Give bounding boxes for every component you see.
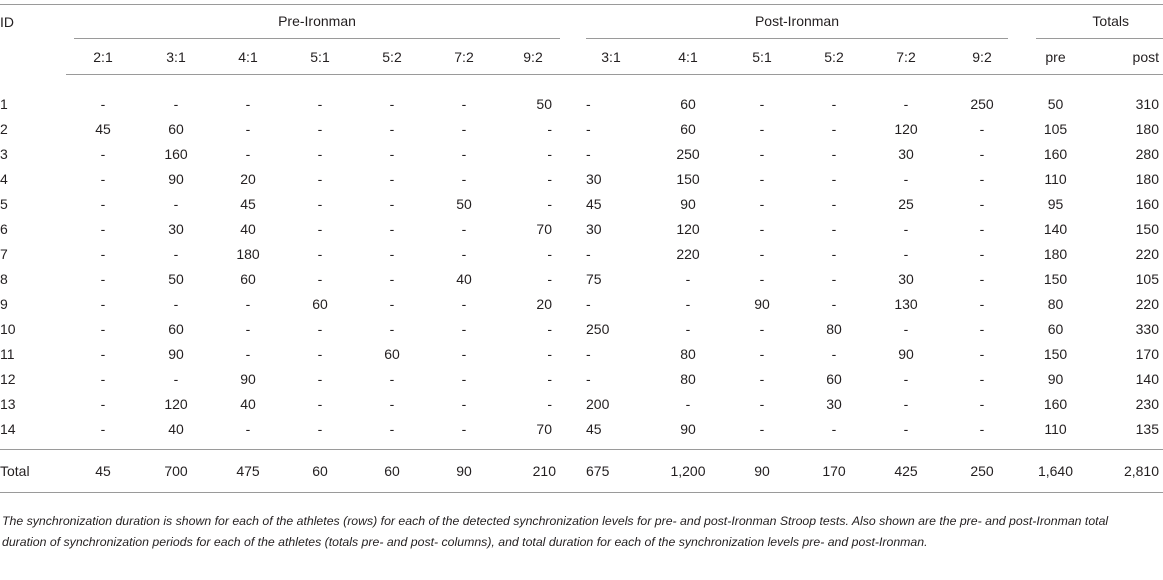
post-value-cell: - (903, 220, 909, 237)
pre-value-cell: - (100, 270, 106, 287)
totals-group-header (1022, 5, 1163, 40)
post-value-cell: - (831, 245, 837, 262)
pre-value-cell: - (547, 395, 552, 412)
totals-value-cell: 105 (1043, 120, 1068, 137)
post-value-cell: 90 (680, 420, 696, 437)
post-total-cell: 1,200 (650, 450, 726, 493)
pre-value-cell: 40 (168, 420, 184, 437)
pre-value-cell: - (173, 195, 179, 212)
athlete-id-cell: 5 (0, 195, 8, 212)
table-row (0, 166, 1163, 191)
totals-value-cell: 95 (1047, 195, 1064, 212)
pre-value-cell: - (461, 220, 467, 237)
totals-value-cell: 180 (1135, 170, 1159, 187)
pre-value-cell: - (173, 95, 179, 112)
pre-value-cell: - (461, 120, 467, 137)
pre-value-cell: - (245, 345, 251, 362)
table-row (0, 341, 1163, 366)
athlete-id-cell: 12 (0, 370, 16, 387)
pre-value-cell: - (173, 370, 179, 387)
pre-value-cell: - (389, 270, 395, 287)
post-value-cell: - (979, 170, 985, 187)
pre-value-cell: - (317, 320, 323, 337)
pre-value-cell: - (245, 120, 251, 137)
pre-value-cell: - (100, 245, 106, 262)
pre-value-cell: 160 (164, 145, 188, 162)
pre-value-cell: 60 (384, 345, 400, 362)
pre-value-cell: - (461, 170, 467, 187)
pre-value-cell: 60 (168, 120, 184, 137)
post-value-cell: 80 (680, 370, 696, 387)
athlete-id-cell: 3 (0, 145, 8, 162)
post-value-cell: 90 (898, 345, 914, 362)
post-value-cell: - (586, 145, 591, 162)
post-value-cell: 120 (894, 120, 918, 137)
totals-value-cell: 220 (1135, 245, 1159, 262)
post-value-cell: - (685, 395, 691, 412)
pre-value-cell: - (389, 145, 395, 162)
pre-value-cell: 90 (240, 370, 256, 387)
pre-level-header: 5:2 (356, 39, 428, 75)
athlete-id-cell: 2 (0, 120, 8, 137)
post-value-cell: - (979, 195, 985, 212)
totals-value-cell: 160 (1043, 395, 1068, 412)
post-value-cell: - (979, 395, 985, 412)
totals-value-cell: 280 (1135, 145, 1159, 162)
pre-value-cell: - (389, 320, 395, 337)
table-caption: The synchronization duration is shown for each of the athletes (rows) for each of the detected synchronization levels for pre- and post-Ironman Stroop tests. Also shown are the pre- and post-Ironman total duration of synchronization periods for each of the athletes (totals pre- and post- columns), and total duration for each of the synchronization levels pre- and post-Ironman. (2, 514, 1109, 549)
post-value-cell: - (831, 195, 837, 212)
post-value-cell: 150 (676, 170, 700, 187)
pre-value-cell: - (317, 95, 323, 112)
pre-value-cell: - (317, 245, 323, 262)
pre-ironman-group-header (66, 5, 572, 40)
pre-value-cell: - (317, 145, 323, 162)
pre-level-header: 7:2 (428, 39, 500, 75)
post-value-cell: - (903, 420, 909, 437)
post-value-cell: - (759, 95, 765, 112)
post-ironman-label: Post-Ironman (586, 5, 1008, 39)
pre-value-cell: 60 (312, 295, 328, 312)
post-value-cell: - (903, 170, 909, 187)
post-value-cell: 130 (894, 295, 918, 312)
post-value-cell: - (685, 270, 691, 287)
table-row (0, 216, 1163, 241)
pre-value-cell: - (245, 320, 251, 337)
post-value-cell: - (903, 320, 909, 337)
post-value-cell: - (759, 345, 765, 362)
totals-value-cell: 140 (1043, 220, 1068, 237)
pre-total-cell: 475 (212, 450, 284, 493)
post-value-cell: - (685, 295, 691, 312)
athlete-id-cell: 13 (0, 395, 16, 412)
post-value-cell: - (979, 295, 985, 312)
pre-value-cell: 50 (456, 195, 472, 212)
post-value-cell: - (586, 95, 591, 112)
pre-value-cell: - (461, 420, 467, 437)
pre-value-cell: - (100, 145, 106, 162)
post-value-cell: 30 (898, 145, 914, 162)
athlete-id-cell: 1 (0, 95, 8, 112)
pre-level-header: 4:1 (212, 39, 284, 75)
pre-value-cell: 40 (456, 270, 472, 287)
pre-value-cell: 70 (536, 420, 552, 437)
pre-value-cell: - (461, 345, 467, 362)
table-row (0, 266, 1163, 291)
pre-value-cell: - (100, 370, 106, 387)
post-value-cell: - (586, 120, 591, 137)
totals-value-cell: 150 (1043, 345, 1068, 362)
post-value-cell: - (903, 370, 909, 387)
post-value-cell: - (979, 145, 985, 162)
level-header-row (0, 39, 1163, 75)
post-value-cell: - (831, 345, 837, 362)
pre-total-cell: 60 (356, 450, 428, 493)
pre-value-cell: - (389, 245, 395, 262)
totals-value-cell: 110 (1044, 170, 1067, 187)
post-level-header: 4:1 (650, 39, 726, 75)
pre-value-cell: - (173, 295, 179, 312)
id-column-header: ID (0, 14, 14, 30)
post-value-cell: - (831, 420, 837, 437)
totals-value-cell: 330 (1135, 320, 1159, 337)
post-level-header: 5:1 (726, 39, 798, 75)
post-value-cell: - (759, 395, 765, 412)
pre-value-cell: - (547, 145, 552, 162)
post-value-cell: - (979, 320, 985, 337)
post-value-cell: 60 (680, 95, 696, 112)
pre-total-cell: 700 (140, 450, 212, 493)
pre-level-header: 2:1 (66, 39, 140, 75)
pre-value-cell: - (100, 420, 106, 437)
pre-value-cell: - (547, 320, 552, 337)
table-row (0, 141, 1163, 166)
post-value-cell: 250 (676, 145, 700, 162)
post-value-cell: - (759, 170, 765, 187)
athlete-id-cell: 14 (0, 420, 16, 437)
post-value-cell: - (831, 95, 837, 112)
post-value-cell: 45 (586, 420, 602, 437)
totals-value-cell: 80 (1047, 295, 1064, 312)
athlete-id-cell: 4 (0, 170, 8, 187)
post-value-cell: - (586, 295, 591, 312)
post-value-cell: - (831, 295, 837, 312)
post-value-cell: - (903, 95, 909, 112)
pre-value-cell: - (100, 170, 106, 187)
post-value-cell: - (979, 420, 985, 437)
pre-value-cell: - (317, 395, 323, 412)
post-value-cell: 80 (826, 320, 842, 337)
post-value-cell: 250 (586, 320, 610, 337)
post-value-cell: 200 (586, 395, 610, 412)
post-value-cell: 120 (676, 220, 700, 237)
pre-value-cell: - (100, 320, 106, 337)
pre-value-cell: - (317, 420, 323, 437)
post-value-cell: 90 (754, 295, 770, 312)
pre-value-cell: - (245, 95, 251, 112)
pre-value-cell: - (461, 145, 467, 162)
pre-value-cell: - (547, 270, 552, 287)
totals-level-header: post (1089, 39, 1163, 75)
post-value-cell: - (759, 145, 765, 162)
pre-value-cell: - (317, 195, 323, 212)
post-value-cell: - (586, 345, 591, 362)
pre-value-cell: - (100, 195, 106, 212)
post-total-cell: 250 (942, 450, 1022, 493)
post-value-cell: - (979, 370, 985, 387)
pre-value-cell: - (547, 195, 552, 212)
total-label-cell: Total (0, 450, 66, 493)
pre-value-cell: - (100, 295, 106, 312)
pre-value-cell: - (317, 170, 323, 187)
pre-value-cell: - (547, 245, 552, 262)
post-value-cell: - (685, 320, 691, 337)
pre-value-cell: 30 (168, 220, 184, 237)
pre-value-cell: 70 (536, 220, 552, 237)
post-value-cell: - (979, 220, 985, 237)
totals-value-cell: 170 (1135, 345, 1159, 362)
pre-value-cell: 60 (240, 270, 256, 287)
post-value-cell: - (759, 220, 765, 237)
pre-value-cell: 90 (168, 170, 184, 187)
pre-value-cell: - (461, 395, 467, 412)
pre-value-cell: - (389, 95, 395, 112)
pre-value-cell: 120 (164, 395, 188, 412)
post-value-cell: - (759, 420, 765, 437)
post-total-cell: 90 (726, 450, 798, 493)
grand-total-cell: 2,810 (1089, 450, 1163, 493)
totals-level-header: pre (1022, 39, 1089, 75)
pre-value-cell: - (317, 120, 323, 137)
athlete-id-cell: 10 (0, 320, 16, 337)
post-value-cell: - (831, 145, 837, 162)
athlete-id-cell: 6 (0, 220, 8, 237)
post-value-cell: - (831, 170, 837, 187)
totals-value-cell: 110 (1044, 420, 1067, 437)
post-value-cell: - (979, 345, 985, 362)
table-row (0, 91, 1163, 116)
post-value-cell: 30 (826, 395, 842, 412)
pre-value-cell: - (461, 370, 467, 387)
totals-value-cell: 105 (1135, 270, 1159, 287)
table-row (0, 291, 1163, 316)
pre-value-cell: 90 (168, 345, 184, 362)
post-level-header: 3:1 (572, 39, 650, 75)
pre-value-cell: - (245, 420, 251, 437)
totals-value-cell: 90 (1047, 370, 1064, 387)
totals-value-cell: 140 (1135, 370, 1159, 387)
totals-value-cell: 160 (1043, 145, 1068, 162)
post-value-cell: - (759, 195, 765, 212)
post-level-header: 9:2 (942, 39, 1022, 75)
post-value-cell: - (759, 320, 765, 337)
post-level-header: 5:2 (798, 39, 870, 75)
pre-value-cell: - (461, 295, 467, 312)
post-value-cell: 90 (680, 195, 696, 212)
pre-value-cell: - (389, 395, 395, 412)
athlete-id-cell: 11 (0, 345, 15, 362)
post-value-cell: 25 (898, 195, 914, 212)
grand-total-cell: 1,640 (1022, 450, 1089, 493)
post-total-cell: 170 (798, 450, 870, 493)
totals-value-cell: 150 (1135, 220, 1159, 237)
pre-value-cell: - (547, 170, 552, 187)
pre-level-header: 5:1 (284, 39, 356, 75)
pre-value-cell: - (317, 370, 323, 387)
table-row (0, 241, 1163, 266)
post-ironman-group-header (572, 5, 1022, 40)
pre-value-cell: 60 (168, 320, 184, 337)
post-value-cell: 60 (826, 370, 842, 387)
totals-value-cell: 180 (1135, 120, 1159, 137)
pre-total-cell: 60 (284, 450, 356, 493)
table-row (0, 391, 1163, 416)
pre-level-header: 3:1 (140, 39, 212, 75)
post-value-cell: 80 (680, 345, 696, 362)
post-value-cell: 220 (676, 245, 700, 262)
pre-value-cell: - (100, 95, 106, 112)
totals-value-cell: 220 (1135, 295, 1159, 312)
pre-value-cell: - (461, 320, 467, 337)
pre-value-cell: - (317, 220, 323, 237)
post-value-cell: - (831, 270, 837, 287)
pre-value-cell: 40 (240, 395, 256, 412)
pre-value-cell: - (547, 345, 552, 362)
post-value-cell: - (831, 220, 837, 237)
pre-value-cell: 50 (168, 270, 184, 287)
totals-label: Totals (1036, 5, 1163, 39)
pre-value-cell: - (547, 370, 552, 387)
pre-value-cell: - (245, 145, 251, 162)
post-value-cell: 60 (680, 120, 696, 137)
post-value-cell: - (759, 120, 765, 137)
table-row (0, 366, 1163, 391)
pre-value-cell: 180 (236, 245, 260, 262)
post-value-cell: 45 (586, 195, 602, 212)
totals-value-cell: 180 (1043, 245, 1068, 262)
post-value-cell: 30 (898, 270, 914, 287)
post-value-cell: - (759, 245, 765, 262)
pre-value-cell: - (389, 220, 395, 237)
post-value-cell: - (979, 270, 985, 287)
pre-value-cell: - (389, 370, 395, 387)
total-row (0, 450, 1163, 493)
pre-value-cell: 45 (240, 195, 256, 212)
post-total-cell: 425 (870, 450, 942, 493)
post-value-cell: 30 (586, 220, 602, 237)
athlete-id-cell: 8 (0, 270, 8, 287)
pre-value-cell: - (100, 345, 106, 362)
pre-value-cell: - (100, 220, 106, 237)
pre-value-cell: 20 (536, 295, 552, 312)
pre-value-cell: - (173, 245, 179, 262)
table-row (0, 316, 1163, 341)
pre-value-cell: - (317, 345, 323, 362)
pre-value-cell: 40 (240, 220, 256, 237)
totals-value-cell: 135 (1135, 420, 1159, 437)
pre-value-cell: - (245, 295, 251, 312)
pre-value-cell: - (389, 420, 395, 437)
totals-value-cell: 150 (1043, 270, 1068, 287)
pre-total-cell: 90 (428, 450, 500, 493)
pre-value-cell: - (100, 395, 106, 412)
post-value-cell: - (759, 370, 765, 387)
pre-value-cell: - (389, 295, 395, 312)
pre-value-cell: - (389, 170, 395, 187)
group-header-row (0, 5, 1163, 40)
pre-value-cell: - (461, 245, 467, 262)
pre-value-cell: - (461, 95, 467, 112)
totals-value-cell: 50 (1047, 95, 1064, 112)
post-value-cell: - (586, 245, 591, 262)
totals-value-cell: 60 (1047, 320, 1064, 337)
pre-level-header: 9:2 (500, 39, 572, 75)
post-total-cell: 675 (572, 450, 650, 493)
post-value-cell: - (979, 120, 985, 137)
pre-value-cell: 20 (240, 170, 256, 187)
post-value-cell: - (903, 245, 909, 262)
pre-value-cell: - (547, 120, 552, 137)
post-value-cell: - (831, 120, 837, 137)
post-value-cell: 250 (970, 95, 994, 112)
table-row (0, 116, 1163, 141)
pre-value-cell: - (389, 120, 395, 137)
post-value-cell: - (759, 270, 765, 287)
post-value-cell: - (903, 395, 909, 412)
totals-value-cell: 230 (1135, 395, 1159, 412)
post-value-cell: 30 (586, 170, 602, 187)
post-value-cell: 75 (586, 270, 602, 287)
pre-value-cell: - (317, 270, 323, 287)
table-row (0, 416, 1163, 441)
totals-value-cell: 160 (1135, 195, 1159, 212)
table-row (0, 191, 1163, 216)
post-value-cell: - (586, 370, 591, 387)
pre-value-cell: 50 (536, 95, 552, 112)
pre-ironman-label: Pre-Ironman (74, 5, 560, 39)
pre-total-cell: 45 (66, 450, 140, 493)
post-level-header: 7:2 (870, 39, 942, 75)
id-spacer (0, 39, 66, 75)
totals-value-cell: 310 (1135, 95, 1159, 112)
athlete-id-cell: 7 (0, 245, 8, 262)
post-value-cell: - (979, 245, 985, 262)
pre-value-cell: 45 (95, 120, 111, 137)
pre-value-cell: - (389, 195, 395, 212)
athlete-id-cell: 9 (0, 295, 8, 312)
pre-total-cell: 210 (500, 450, 572, 493)
